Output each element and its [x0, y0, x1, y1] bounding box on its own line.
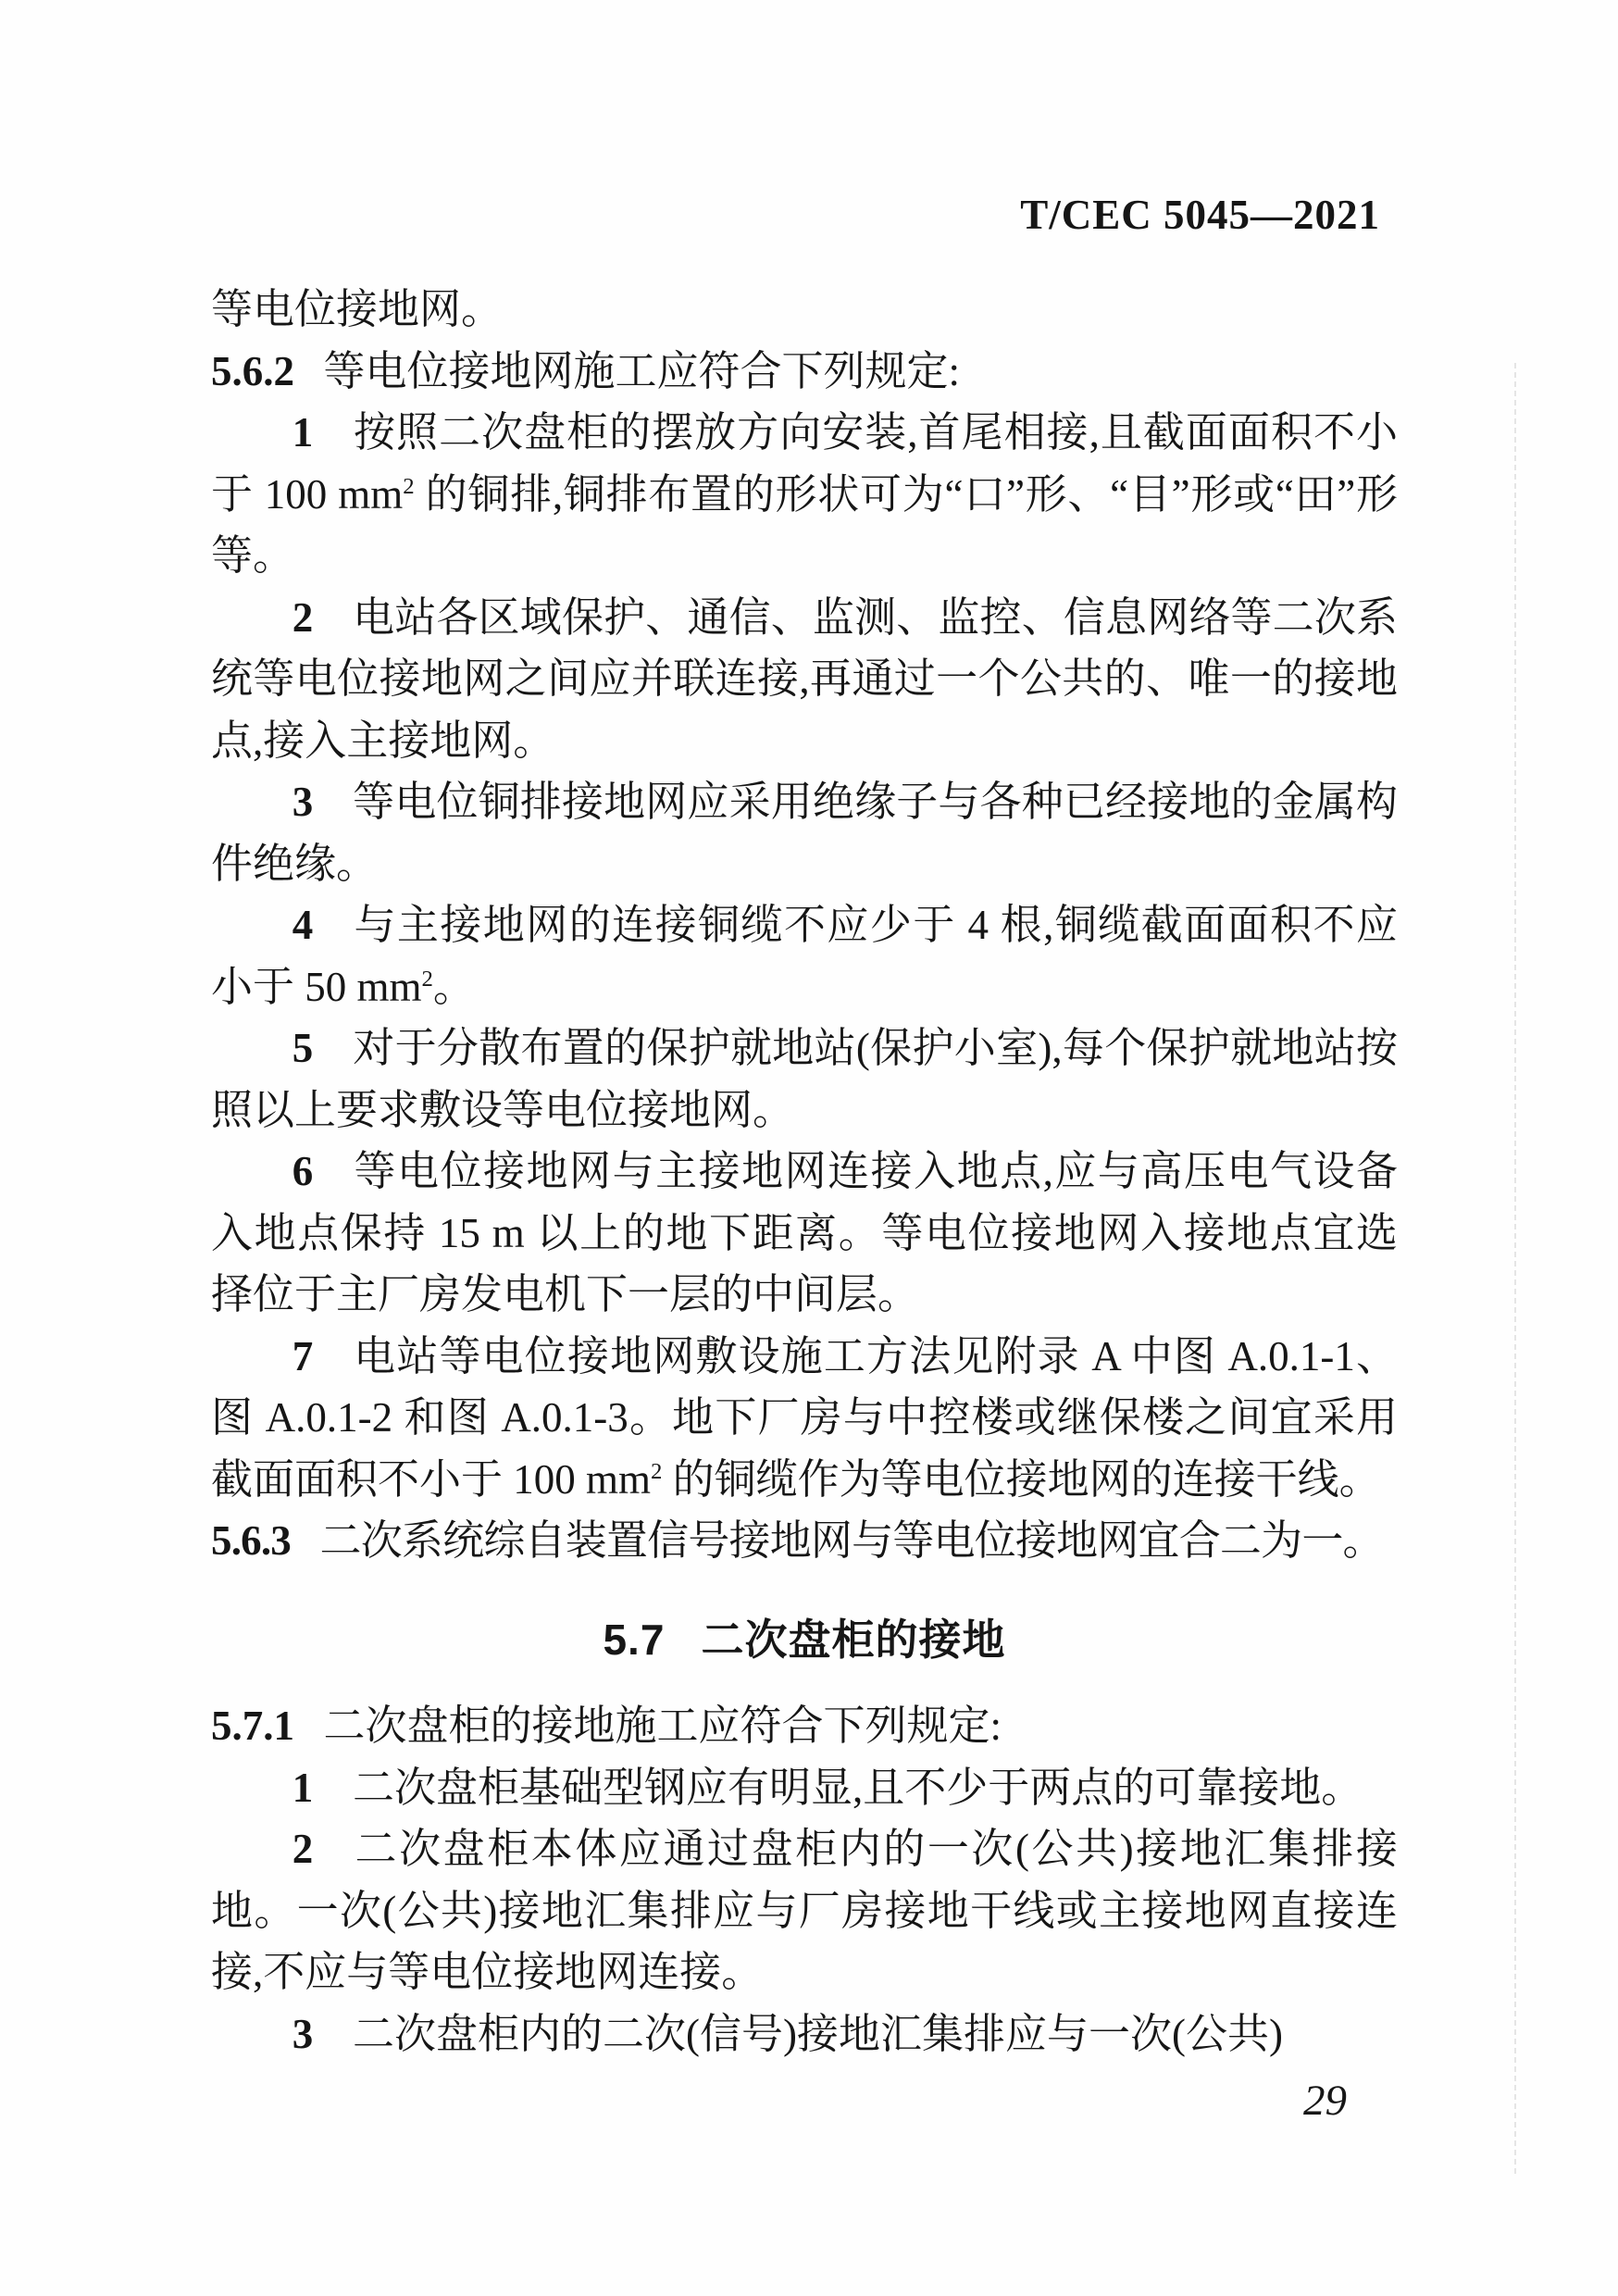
item-number: 4 [292, 902, 314, 948]
text-run: 等电位接地网施工应符合下列规定: [323, 347, 961, 394]
text-run: 等电位铜排接地网应采用绝缘子与各种已经接地的金属构件绝缘。 [211, 779, 1398, 887]
clause-number: 5.6.3 [211, 1517, 292, 1564]
text-run: 等电位接地网。 [211, 286, 504, 332]
paragraph-item [211, 587, 1398, 772]
item-number: 2 [292, 1826, 314, 1872]
paragraph-item [211, 1818, 1398, 2003]
paragraph-item [211, 771, 1398, 894]
paragraph-item [211, 2003, 1398, 2065]
text-run: 二次盘柜的接地 [701, 1615, 1006, 1664]
paragraph-clause [211, 1510, 1398, 1572]
superscript: 2 [651, 1458, 663, 1484]
item-number: 1 [292, 409, 314, 455]
text-run: 电站等电位接地网敷设施工方法见附录 A 中图 A.0.1-1、图 A.0.1-2 和图 A.0.1-3。地下厂房与中控楼或继保楼之间宜采用截面面积不小于 100 mm [211, 1332, 1398, 1503]
clause-number: 5.6.2 [211, 347, 294, 394]
text-run: 的铜缆作为等电位接地网的连接干线。 [662, 1455, 1381, 1503]
text-run: 。 [432, 963, 475, 1010]
superscript: 2 [403, 473, 415, 499]
item-number: 3 [292, 2010, 314, 2057]
text-run: 二次盘柜的接地施工应符合下列规定: [323, 1703, 1002, 1749]
paragraph-item [211, 1326, 1398, 1511]
paragraph-item [211, 1141, 1398, 1326]
clause-number: 5.7 [603, 1615, 666, 1664]
text-run: 等电位接地网与主接地网连接入地点,应与高压电气设备入地点保持 15 m 以上的地下距离。等电位接地网入接地点宜选择位于主厂房发电机下一层的中间层。 [211, 1148, 1398, 1317]
text-run: 按照二次盘柜的摆放方向安装,首尾相接,且截面面积不小于 100 mm [211, 409, 1398, 518]
item-number: 7 [292, 1332, 314, 1379]
paragraph-item [211, 894, 1398, 1017]
page-body [211, 279, 1398, 2065]
paragraph-item [211, 1017, 1398, 1141]
item-number: 1 [292, 1764, 314, 1811]
item-number: 6 [292, 1148, 314, 1194]
page-number: 29 [1303, 2077, 1347, 2125]
item-number: 5 [292, 1025, 314, 1071]
text-run: 对于分散布置的保护就地站(保护小室),每个保护就地站按照以上要求敷设等电位接地网。 [211, 1025, 1398, 1133]
paragraph-item [211, 1757, 1398, 1819]
text-run: 二次盘柜本体应通过盘柜内的一次(公共)接地汇集排接地。一次(公共)接地汇集排应与厂房接地干线或主接地网直接连接,不应与等电位接地网连接。 [211, 1826, 1398, 1995]
standard-code-header: T/CEC 5045—2021 [1020, 192, 1380, 238]
scan-artifact-line [1514, 363, 1516, 2174]
superscript: 2 [421, 966, 433, 992]
paragraph-clause [211, 341, 1398, 403]
text-run: 的铜排,铜排布置的形状可为“口”形、“目”形或“田”形等。 [211, 470, 1398, 579]
text-run: 二次盘柜内的二次(信号)接地汇集排应与一次(公共) [353, 2010, 1283, 2057]
paragraph-heading [211, 1609, 1398, 1671]
paragraph-item [211, 402, 1398, 587]
text-run: 二次系统综自装置信号接地网与等电位接地网宜合二为一。 [319, 1517, 1384, 1564]
text-run: 与主接地网的连接铜缆不应少于 4 根,铜缆截面面积不应小于 50 mm [211, 902, 1398, 1010]
paragraph-plain [211, 279, 1398, 341]
item-number: 3 [292, 779, 314, 825]
clause-number: 5.7.1 [211, 1703, 294, 1749]
item-number: 2 [292, 593, 314, 641]
paragraph-clause [211, 1695, 1398, 1757]
text-run: 电站各区域保护、通信、监测、监控、信息网络等二次系统等电位接地网之间应并联连接,再通过一个公共的、唯一的接地点,接入主接地网。 [211, 593, 1398, 764]
text-run: 二次盘柜基础型钢应有明显,且不少于两点的可靠接地。 [353, 1764, 1363, 1811]
